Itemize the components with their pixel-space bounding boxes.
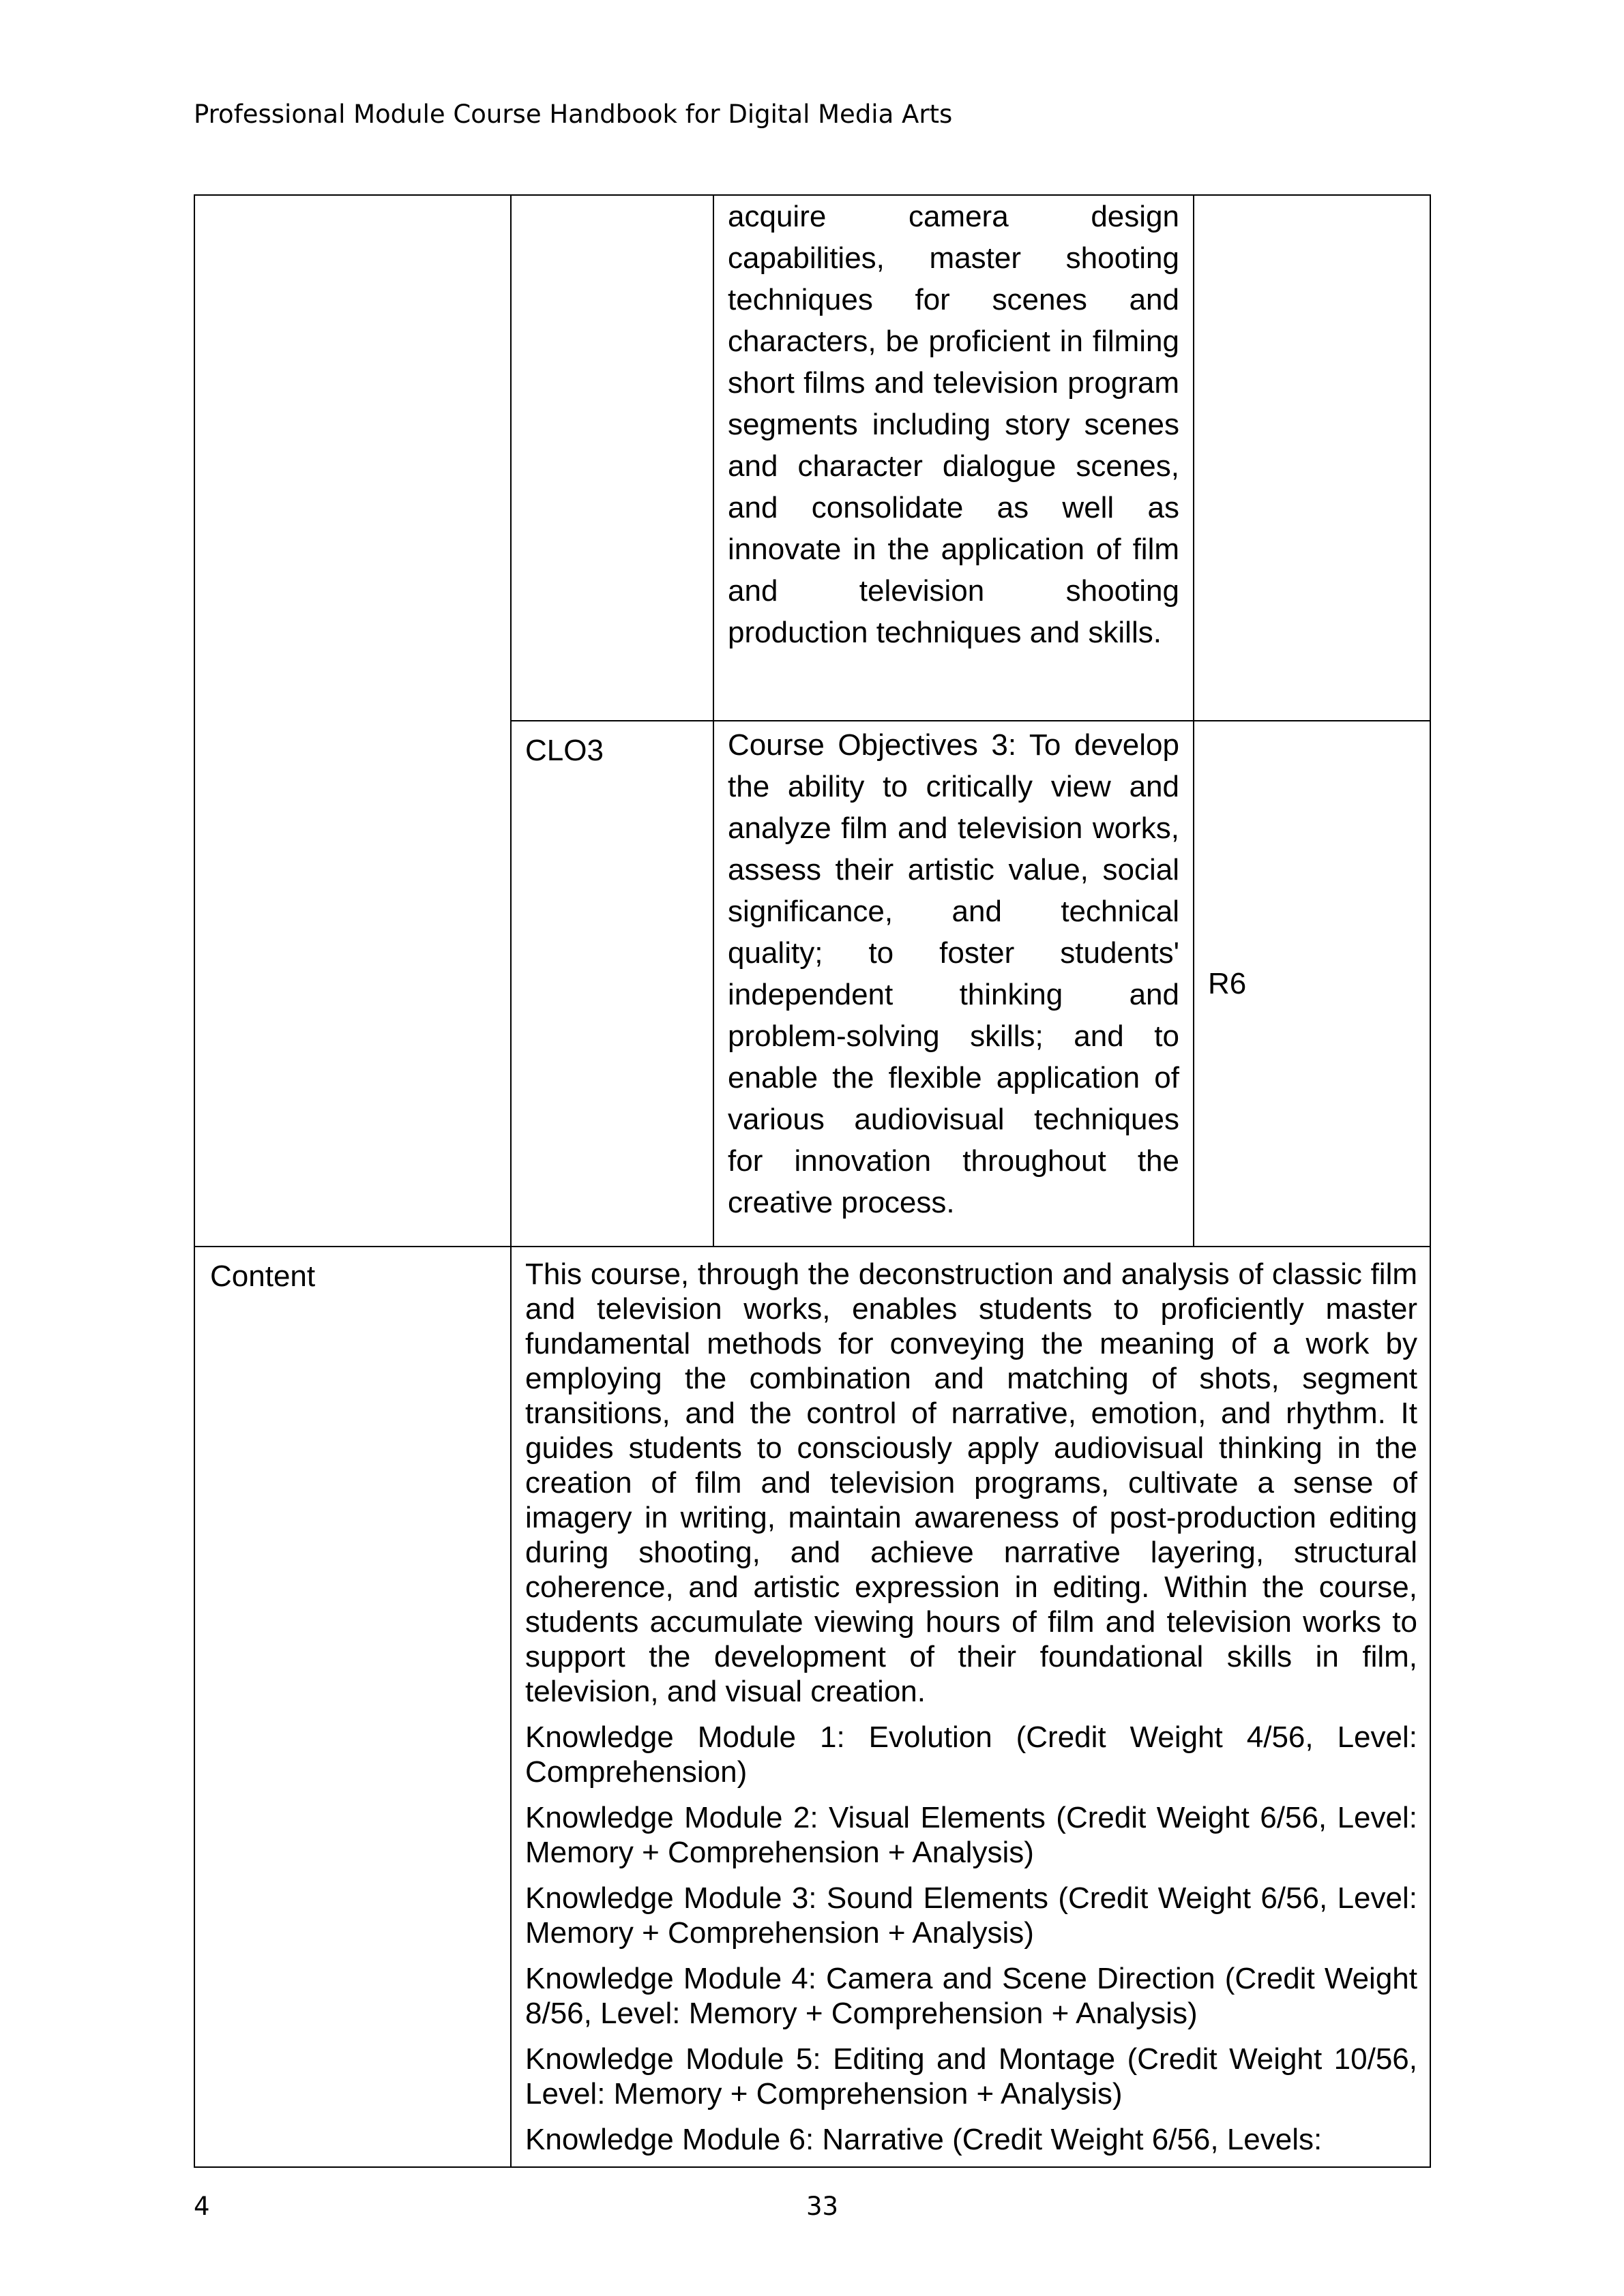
table-row-content: [194, 1247, 1430, 2167]
knowledge-module-3: Knowledge Module 3: Sound Elements (Credit Weight 6/56, Level: Memory + Comprehension + Analysis): [525, 1881, 1417, 1950]
knowledge-module-5: Knowledge Module 5: Editing and Montage (Credit Weight 10/56, Level: Memory + Comprehension + Analysis): [525, 2042, 1417, 2111]
objective-continued-text: acquire camera design capabilities, master shooting techniques for scenes and characters, be proficient in filming short films and television program segments including story scenes and character dialogue scenes, and consolidate as well as innovate in the application of film and television shooting production techniques and skills.: [713, 195, 1194, 721]
content-body: [525, 1257, 1417, 2166]
knowledge-module-2: Knowledge Module 2: Visual Elements (Credit Weight 6/56, Level: Memory + Comprehension + Analysis): [525, 1801, 1417, 1869]
knowledge-module-1: Knowledge Module 1: Evolution (Credit Weight 4/56, Level: Comprehension): [525, 1720, 1417, 1789]
table-row-continued-objective: [194, 195, 1430, 721]
running-header: Professional Module Course Handbook for Digital Media Arts: [194, 100, 953, 129]
knowledge-module-4: Knowledge Module 4: Camera and Scene Direction (Credit Weight 8/56, Level: Memory + Comprehension + Analysis): [525, 1962, 1417, 2030]
course-table: [194, 194, 1431, 2168]
empty-label-cell: [194, 195, 511, 1247]
clo3-objective-text: Course Objectives 3: To develop the ability to critically view and analyze film and television works, assess their artistic value, social significance, and technical quality; to foster students' independent thinking and problem-solving skills; and to enable the flexible application of various audiovisual techniques for innovation throughout the creative process.: [713, 721, 1194, 1247]
empty-id-cell: [511, 195, 713, 721]
content-intro: This course, through the deconstruction and analysis of classic film and television works, enables students to proficiently master fundamental methods for conveying the meaning of a work by employing the combination and matching of shots, segment transitions, and the control of narrative, emotion, and rhythm. It guides students to consciously apply audiovisual thinking in the creation of film and television programs, cultivate a sense of imagery in writing, maintain awareness of post-production editing during shooting, and achieve narrative layering, structural coherence, and artistic expression in editing. Within the course, students accumulate viewing hours of film and television works to support the development of their foundational skills in film, television, and visual creation.: [525, 1257, 1417, 1708]
empty-mapping-cell: [1194, 195, 1430, 721]
page-number: 33: [806, 2192, 839, 2221]
content-cell: [511, 1247, 1430, 2167]
clo3-id: CLO3: [511, 721, 713, 1247]
knowledge-module-6: Knowledge Module 6: Narrative (Credit Weight 6/56, Levels:: [525, 2123, 1323, 2156]
footer-left-number: 4: [194, 2192, 210, 2221]
clo3-mapping: R6: [1194, 721, 1430, 1247]
content-label: Content: [194, 1247, 511, 2167]
